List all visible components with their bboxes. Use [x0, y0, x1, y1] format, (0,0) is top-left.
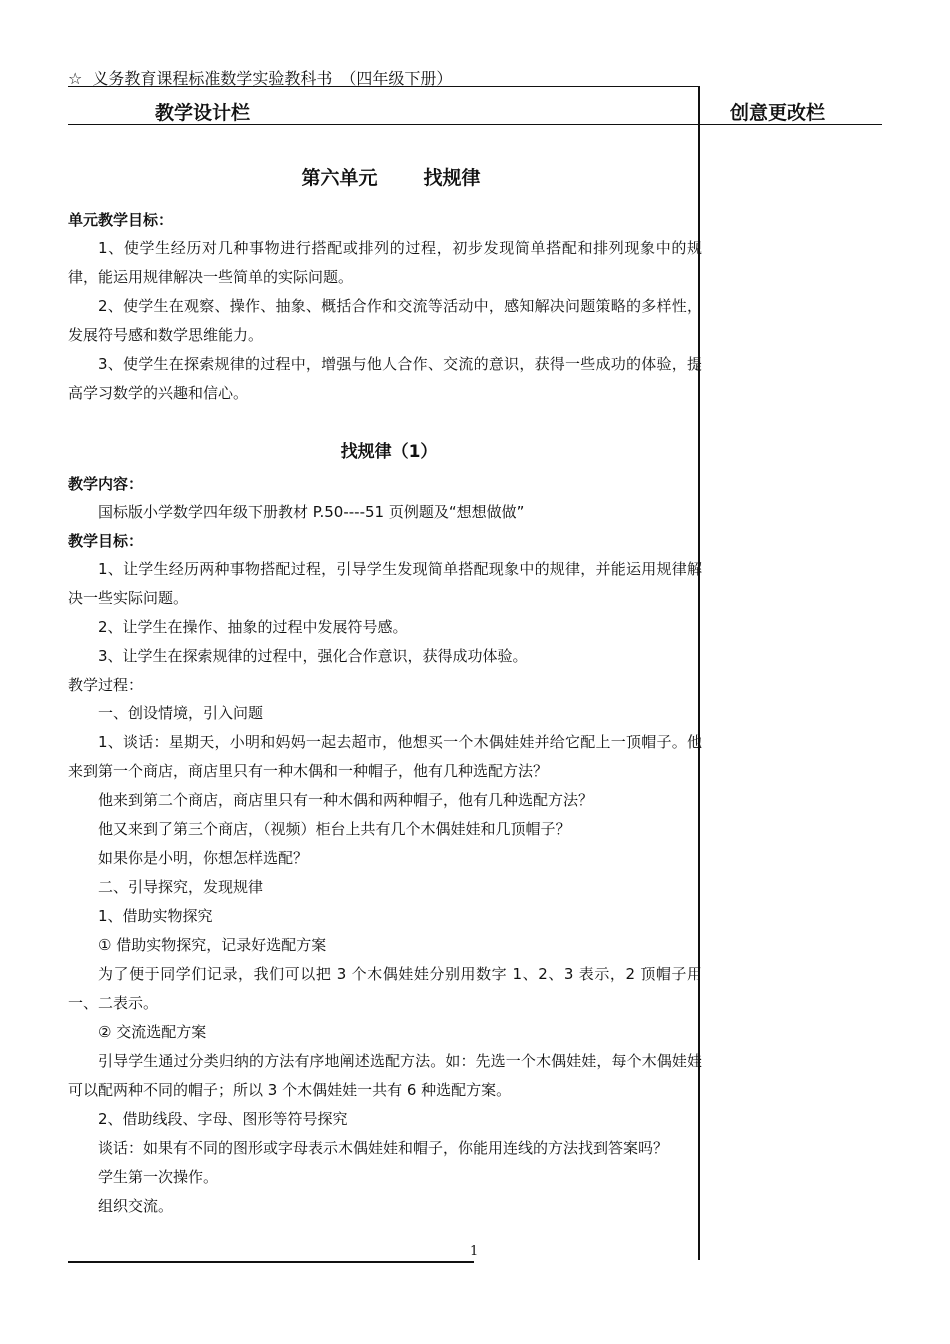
process-step: 为了便于同学们记录，我们可以把 3 个木偶娃娃分别用数字 1、2、3 表示，2 顶帽子用一、二表示。	[68, 965, 702, 1012]
process-step: 二、引导探究，发现规律	[98, 878, 264, 896]
process-step: 2、借助线段、字母、图形等符号探究	[98, 1110, 348, 1128]
process-step: 谈话：如果有不同的图形或字母表示木偶娃娃和帽子，你能用连线的方法找到答案吗？	[98, 1139, 669, 1157]
header-rule	[68, 86, 698, 87]
process-step: ② 交流选配方案	[98, 1023, 207, 1041]
process-step: 一、创设情境，引入问题	[98, 704, 264, 722]
objective-item: 2、让学生在操作、抽象的过程中发展符号感。	[98, 618, 408, 636]
edit-column-heading: 创意更改栏	[730, 102, 826, 124]
unit-goal-item: 3、使学生在探索规律的过程中，增强与他人合作、交流的意识，获得一些成功的体验，提高学习数学的兴趣和信心。	[68, 355, 702, 402]
design-column-heading: 教学设计栏	[155, 102, 251, 124]
unit-number: 第六单元	[301, 167, 378, 189]
design-column-content	[68, 150, 702, 1221]
unit-title	[80, 150, 702, 206]
unit-goals-label: 单元教学目标：	[68, 211, 174, 229]
process-step: 他来到第二个商店，商店里只有一种木偶和两种帽子，他有几种选配方法？	[98, 791, 594, 809]
page-number: 1	[470, 1244, 479, 1259]
unit-goal-item: 2、使学生在观察、操作、抽象、概括合作和交流等活动中，感知解决问题策略的多样性，发展符号感和数学思维能力。	[68, 297, 702, 344]
content-text: 国标版小学数学四年级下册教材 P.50----51 页例题及“想想做做”	[98, 503, 525, 521]
process-step: 学生第一次操作。	[98, 1168, 219, 1186]
process-step: 组织交流。	[98, 1197, 174, 1215]
process-step: 1、借助实物探究	[98, 907, 213, 925]
objective-item: 1、让学生经历两种事物搭配过程，引导学生发现简单搭配现象中的规律，并能运用规律解决一些实际问题。	[68, 560, 702, 607]
star-icon: ☆	[68, 69, 83, 88]
objectives-label: 教学目标：	[68, 532, 144, 550]
unit-goal-item: 1、使学生经历对几种事物进行搭配或排列的过程，初步发现简单搭配和排列现象中的规律，能运用规律解决一些简单的实际问题。	[68, 239, 702, 286]
footer-rule	[68, 1261, 474, 1263]
process-label: 教学过程：	[68, 676, 144, 694]
process-step: 如果你是小明，你想怎样选配？	[98, 849, 309, 867]
process-step: ① 借助实物探究，记录好选配方案	[98, 936, 327, 954]
process-step: 他又来到了第三个商店，（视频）柜台上共有几个木偶娃娃和几顶帽子？	[98, 820, 571, 838]
content-label: 教学内容：	[68, 475, 144, 493]
column-heading-rule	[68, 124, 882, 125]
book-title: 义务教育课程标准数学实验教科书 （四年级下册）	[92, 69, 453, 88]
unit-name: 找规律	[423, 167, 481, 189]
process-step: 引导学生通过分类归纳的方法有序地阐述选配方法。如：先选一个木偶娃娃，每个木偶娃娃可以配两种不同的帽子；所以 3 个木偶娃娃一共有 6 种选配方案。	[68, 1052, 702, 1099]
process-step: 1、谈话：星期天，小明和妈妈一起去超市，他想买一个木偶娃娃并给它配上一顶帽子。他来到第一个商店，商店里只有一种木偶和一种帽子，他有几种选配方法？	[68, 733, 702, 780]
lesson-title: 找规律（1）	[340, 442, 438, 462]
objective-item: 3、让学生在探索规律的过程中，强化合作意识，获得成功体验。	[98, 647, 528, 665]
